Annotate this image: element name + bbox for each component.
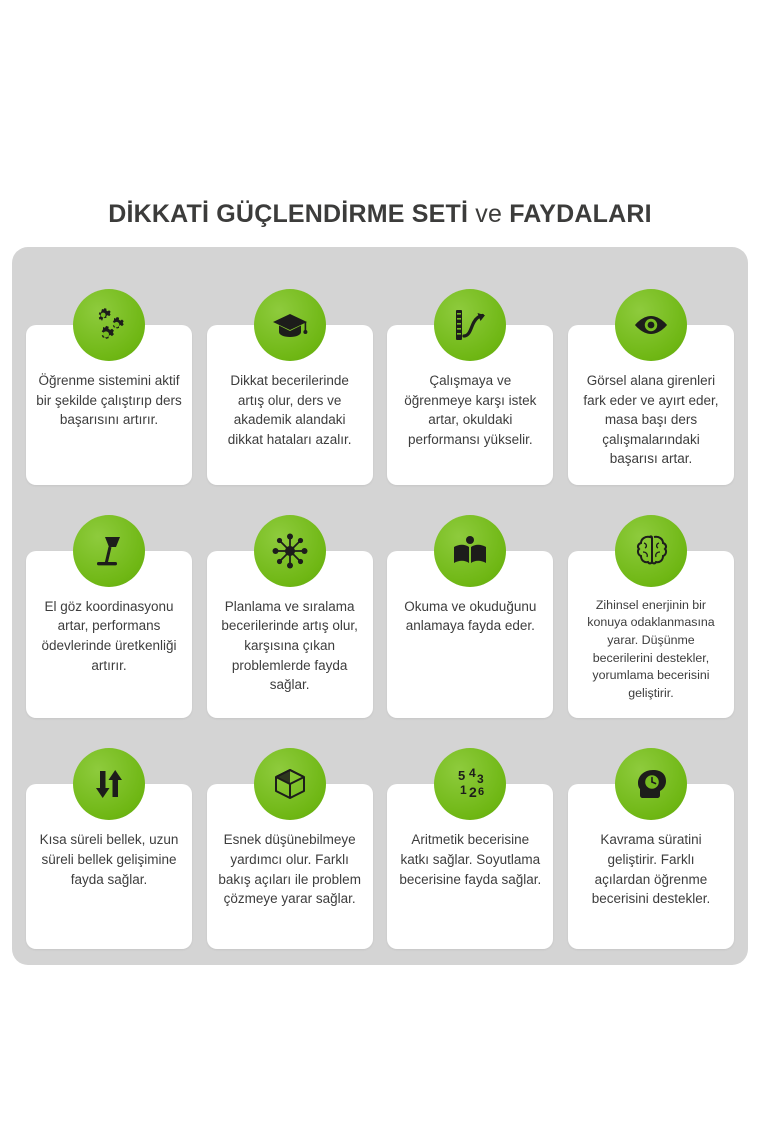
benefit-card [387,551,553,719]
page-title-bold-1: DİKKATİ GÜÇLENDİRME SETİ [108,200,469,228]
svg-text:5: 5 [458,768,466,784]
benefit-text: Çalışmaya ve öğrenmeye karşı istek artar, okuldaki performansı yükselir. [404,373,537,447]
benefits-row-1 [12,289,748,485]
benefits-row-3 [12,748,748,949]
network-nodes-icon [254,515,326,587]
benefit-text: Okuma ve okuduğunu anlamaya fayda eder. [404,598,537,634]
growth-chart-icon [434,289,506,361]
cube-icon [254,748,326,820]
benefit-card [387,325,553,485]
benefit-card [387,766,553,949]
benefit-text: Aritmetik becerisine katkı sağlar. Soyutlama becerisine fayda sağlar. [399,832,542,887]
graduation-cap-icon [254,289,326,361]
page-title-bold-2: FAYDALARI [509,200,652,228]
svg-text:4: 4 [469,766,476,781]
benefit-text: Dikkat becerilerinde artış olur, ders ve akademik alandaki dikkat hataları azalır. [227,373,352,447]
benefits-panel [12,247,748,965]
benefits-row-2 [12,515,748,719]
benefit-text: Planlama ve sıralama becerilerinde artış olur, karşısına çıkan problemlerde fayda sağlar. [221,598,358,693]
eye-icon [615,289,687,361]
brain-icon [615,515,687,587]
gears-icon [73,289,145,361]
svg-text:6: 6 [478,786,485,799]
svg-text:2: 2 [469,784,478,801]
svg-text:3: 3 [477,772,484,787]
benefit-card [568,325,734,485]
benefit-card [568,551,734,719]
open-book-icon [434,515,506,587]
benefit-text: Kısa süreli bellek, uzun süreli bellek gelişimine fayda sağlar. [39,832,179,887]
benefit-card [207,325,373,485]
benefit-card [207,551,373,719]
benefit-text: Görsel alana girenleri fark eder ve ayırt eder, masa başı ders çalışmalarındaki başarısı artar. [583,373,719,467]
benefit-text: Zihinsel enerjinin bir konuya odaklanmasına yarar. Düşünme becerilerini destekler, yorumlama becerisini geliştirir. [587,597,715,700]
benefit-text: El göz koordinasyonu artar, performans ödevlerinde üretkenliği artırır. [41,598,177,673]
benefit-card [568,784,734,949]
up-down-arrows-icon [73,748,145,820]
desk-lamp-icon [73,515,145,587]
benefit-card [26,325,192,485]
benefit-text: Öğrenme sistemini aktif bir şekilde çalıştırıp ders başarısını artırır. [36,373,182,428]
benefit-card [26,784,192,949]
benefit-text: Kavrama süratini geliştirir. Farklı açılardan öğrenme becerisini destekler. [591,832,711,907]
benefit-card [207,784,373,949]
page-title [108,200,652,229]
page-title-thin: ve [468,200,510,228]
benefit-text: Esnek düşünebilmeye yardımcı olur. Farklı bakış açıları ile problem çözmeye yarar sağlar. [218,832,361,907]
svg-text:1: 1 [460,783,467,798]
numbers-icon [434,748,506,820]
benefit-card [26,551,192,719]
head-clock-icon [615,748,687,820]
